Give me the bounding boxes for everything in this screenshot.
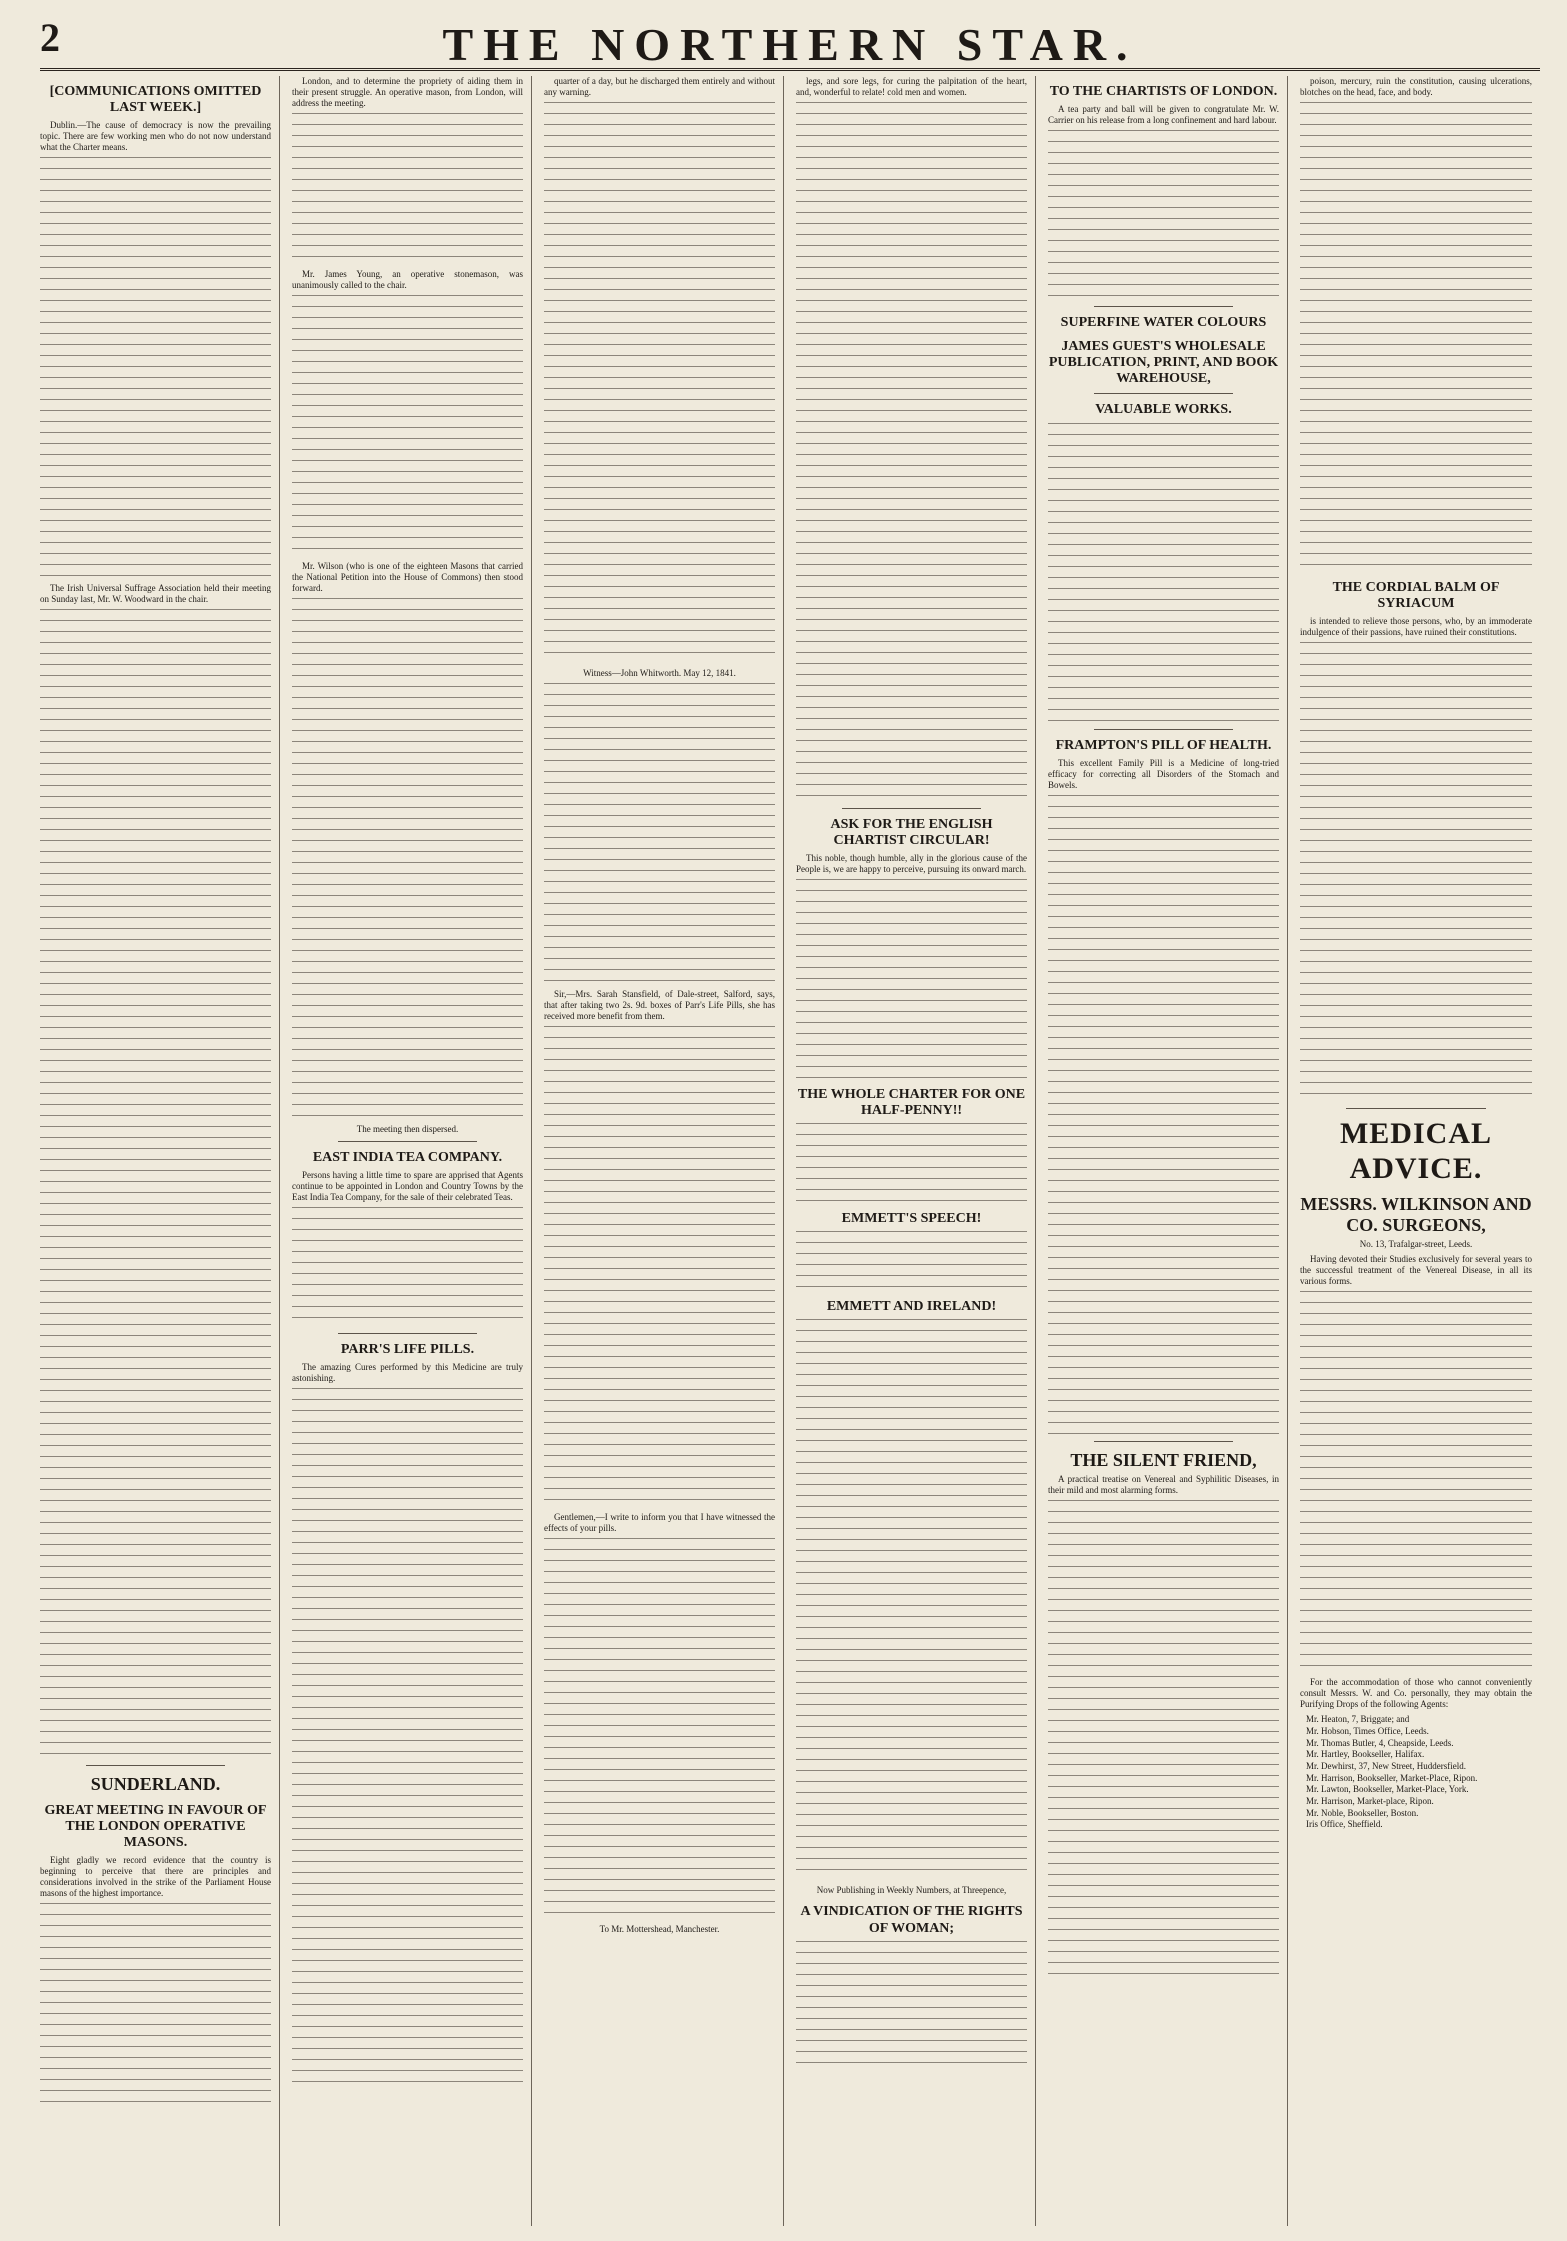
- list-item: Mr. Heaton, 7, Briggate; and: [1306, 1714, 1410, 1725]
- col5-divider: [1094, 306, 1233, 307]
- column-5: [1048, 76, 1288, 2226]
- columns: [40, 76, 1540, 2226]
- col4-text-block-5: [796, 1319, 1027, 1879]
- col6-paragraph-address: No. 13, Trafalgar-street, Leeds.: [1359, 1239, 1473, 1250]
- col1-text-block-3: [40, 1903, 271, 2103]
- col2-divider: [338, 1141, 477, 1142]
- col5-divider-4: [1094, 1441, 1233, 1442]
- col3-text-block-4: [544, 1538, 775, 1918]
- col4-heading-charter: THE WHOLE CHARTER FOR ONE HALF-PENNY!!: [797, 1087, 1026, 1119]
- column-1: [40, 76, 280, 2226]
- col6-heading-wilkinson: MESSRS. WILKINSON AND CO. SURGEONS,: [1300, 1194, 1532, 1235]
- col5-text-block-4: [1048, 1500, 1279, 1980]
- col4-heading-emmetts-speech: EMMETT'S SPEECH!: [841, 1211, 982, 1227]
- col2-text-block-2: [292, 295, 523, 555]
- col1-paragraph-masons: Eight gladly we record evidence that the country is beginning to perceive that there are principles and considerations involved in the strike of the Parliament House masons of the highest importance.: [40, 1855, 271, 1898]
- col3-paragraph-mottershead: To Mr. Mottershead, Manchester.: [599, 1923, 720, 1934]
- list-item: Mr. Lawton, Bookseller, Market-Place, York.: [1306, 1784, 1469, 1795]
- col4-paragraph-ally: This noble, though humble, ally in the glorious cause of the People is, we are happy to perceive, pursuing its onward march.: [796, 853, 1027, 875]
- col3-paragraph-witness: Witness—John Whitworth. May 12, 1841.: [583, 667, 736, 678]
- col2-heading-parrs-pills: PARR'S LIFE PILLS.: [340, 1341, 475, 1357]
- column-4: [796, 76, 1036, 2226]
- column-3: [544, 76, 784, 2226]
- list-item: Mr. Noble, Bookseller, Boston.: [1306, 1807, 1419, 1818]
- col4-heading-emmett-ireland: EMMETT AND IRELAND!: [826, 1299, 997, 1315]
- col3-paragraph-stansfield: Sir,—Mrs. Sarah Stansfield, of Dale-street, Salford, says, that after taking two 2s. 9d. boxes of Parr's Life Pills, she has received more benefit from them.: [544, 988, 775, 1021]
- col1-text-block: [40, 157, 271, 577]
- col4-heading-circular: ASK FOR THE ENGLISH CHARTIST CIRCULAR!: [830, 816, 993, 849]
- col3-text-block-2: [544, 683, 775, 983]
- col2-text-block-3: [292, 598, 523, 1118]
- col4-paragraph-weekly: Now Publishing in Weekly Numbers, at Threepence,: [816, 1885, 1007, 1896]
- col2-text-block-4: [292, 1207, 523, 1327]
- col5-heading-chartists: TO THE CHARTISTS OF LONDON.: [1049, 84, 1278, 99]
- col3-paragraph-quarter: quarter of a day, but he discharged them entirely and without any warning.: [544, 76, 775, 97]
- col4-divider: [842, 808, 981, 809]
- col3-paragraph-gentlemen: Gentlemen,—I write to inform you that I have witnessed the effects of your pills.: [544, 1511, 775, 1533]
- col4-heading-vindication: A VINDICATION OF THE RIGHTS OF WOMAN;: [800, 1904, 1023, 1936]
- col4-text-block-4: [796, 1231, 1027, 1291]
- list-item: Mr. Harrison, Market-place, Ripon.: [1306, 1796, 1434, 1807]
- col6-heading-cordial-balm: THE CORDIAL BALM OF SYRIACUM: [1332, 579, 1500, 612]
- col6-agents-list: [1306, 1714, 1532, 1831]
- column-6: [1300, 76, 1540, 2226]
- list-item: Mr. Thomas Butler, 4, Cheapside, Leeds.: [1306, 1737, 1454, 1748]
- col6-text-block: [1300, 102, 1532, 572]
- col4-text-block: [796, 102, 1027, 802]
- col5-text-block-3: [1048, 795, 1279, 1435]
- col2-text-block-5: [292, 1388, 523, 2088]
- col5-heading-james-guest: JAMES GUEST'S WHOLESALE PUBLICATION, PRINT, AND BOOK WAREHOUSE,: [1048, 339, 1279, 387]
- col1-paragraph-association: The Irish Universal Suffrage Association held their meeting on Sunday last, Mr. W. Woodward in the chair.: [40, 583, 271, 605]
- col3-text-block: [544, 102, 775, 662]
- list-item: Mr. Dewhirst, 37, New Street, Huddersfield.: [1306, 1760, 1466, 1771]
- col5-heading-valuable-works: VALUABLE WORKS.: [1095, 402, 1232, 418]
- col5-heading-silent-friend: THE SILENT FRIEND,: [1070, 1449, 1257, 1470]
- col1-divider: [86, 1765, 225, 1766]
- list-item: Mr. Hartley, Bookseller, Halifax.: [1306, 1749, 1425, 1760]
- col5-heading-frampton: FRAMPTON'S PILL OF HEALTH.: [1055, 737, 1272, 753]
- col1-heading-sunderland: SUNDERLAND.: [90, 1774, 221, 1795]
- list-item: Mr. Hobson, Times Office, Leeds.: [1306, 1725, 1429, 1736]
- page-number: 2: [40, 15, 60, 60]
- col1-heading-meeting: GREAT MEETING IN FAVOUR OF THE LONDON OPERATIVE MASONS.: [44, 1802, 267, 1850]
- col1-paragraph-dublin: Dublin.—The cause of democracy is now the prevailing topic. There are few working men who do not now understand what the Charter means.: [40, 120, 271, 153]
- col5-divider-3: [1094, 729, 1233, 730]
- col6-paragraph-poison: poison, mercury, ruin the constitution, causing ulcerations, blotches on the head, face, and body.: [1300, 76, 1532, 97]
- col4-paragraph-legs: legs, and sore legs, for curing the palpitation of the heart, and, wonderful to relate! cold men and women.: [796, 76, 1027, 97]
- col2-text-block: [292, 113, 523, 263]
- col2-heading-tea-company: EAST INDIA TEA COMPANY.: [312, 1149, 503, 1165]
- col2-paragraph-dispersed: The meeting then dispersed.: [356, 1123, 459, 1134]
- list-item: Iris Office, Sheffield.: [1306, 1819, 1383, 1830]
- col4-text-block-3: [796, 1123, 1027, 1203]
- col2-paragraph-young: Mr. James Young, an operative stonemason, was unanimously called to the chair.: [292, 268, 523, 290]
- col5-text-block: [1048, 130, 1279, 300]
- col2-paragraph-wilson: Mr. Wilson (who is one of the eighteen Masons that carried the National Petition into the House of Commons) then stood forward.: [292, 560, 523, 593]
- col5-text-block-2: [1048, 423, 1279, 723]
- column-2: [292, 76, 532, 2226]
- col2-paragraph-london: London, and to determine the propriety of aiding them in their present struggle. An operative mason, from London, will address the meeting.: [292, 76, 523, 108]
- col1-text-block-2: [40, 609, 271, 1759]
- col3-text-block-3: [544, 1026, 775, 1506]
- col5-paragraph-family-pill: This excellent Family Pill is a Medicine of long-tried efficacy for correcting all Disorders of the Stomach and Bowels.: [1048, 757, 1279, 790]
- col5-paragraph-treatise: A practical treatise on Venereal and Syphilitic Diseases, in their mild and most alarming forms.: [1048, 1474, 1279, 1496]
- newspaper-title: THE NORTHERN STAR.: [442, 19, 1138, 70]
- col6-heading-medical-advice: MEDICAL ADVICE.: [1339, 1117, 1492, 1185]
- col6-paragraph-intended: is intended to relieve those persons, who, by an immoderate indulgence of their passions, have ruined their constitutions.: [1300, 616, 1532, 638]
- col6-paragraph-having-devoted: Having devoted their Studies exclusively for several years to the successful treatment of the Venereal Disease, in all its various forms.: [1300, 1254, 1532, 1287]
- col4-text-block-6: [796, 1941, 1027, 2071]
- col2-paragraph-agents: Persons having a little time to spare are apprised that Agents continue to be appointed in London and Country Towns by the East India Tea Company, for the sale of their celebrated Teas.: [292, 1169, 523, 1202]
- col2-divider-2: [338, 1333, 477, 1334]
- col6-paragraph-agents: For the accommodation of those who cannot conveniently consult Messrs. W. and Co. personally, they may obtain the Purifying Drops of the following Agents:: [1300, 1677, 1532, 1710]
- col5-heading-water-colours: SUPERFINE WATER COLOURS: [1060, 315, 1267, 331]
- list-item: Mr. Harrison, Bookseller, Market-Place, Ripon.: [1306, 1772, 1478, 1783]
- col1-heading-communications: [COMMUNICATIONS OMITTED LAST WEEK.]: [49, 84, 262, 116]
- col6-text-block-2: [1300, 642, 1532, 1102]
- col5-paragraph-tea-party: A tea party and ball will be given to congratulate Mr. W. Carrier on his release from a long confinement and hard labour.: [1048, 104, 1279, 126]
- col6-divider: [1346, 1108, 1485, 1109]
- masthead: [40, 6, 1540, 71]
- col6-text-block-3: [1300, 1291, 1532, 1671]
- col5-divider-2: [1094, 393, 1233, 394]
- col4-text-block-2: [796, 879, 1027, 1079]
- col2-paragraph-cures: The amazing Cures performed by this Medicine are truly astonishing.: [292, 1361, 523, 1383]
